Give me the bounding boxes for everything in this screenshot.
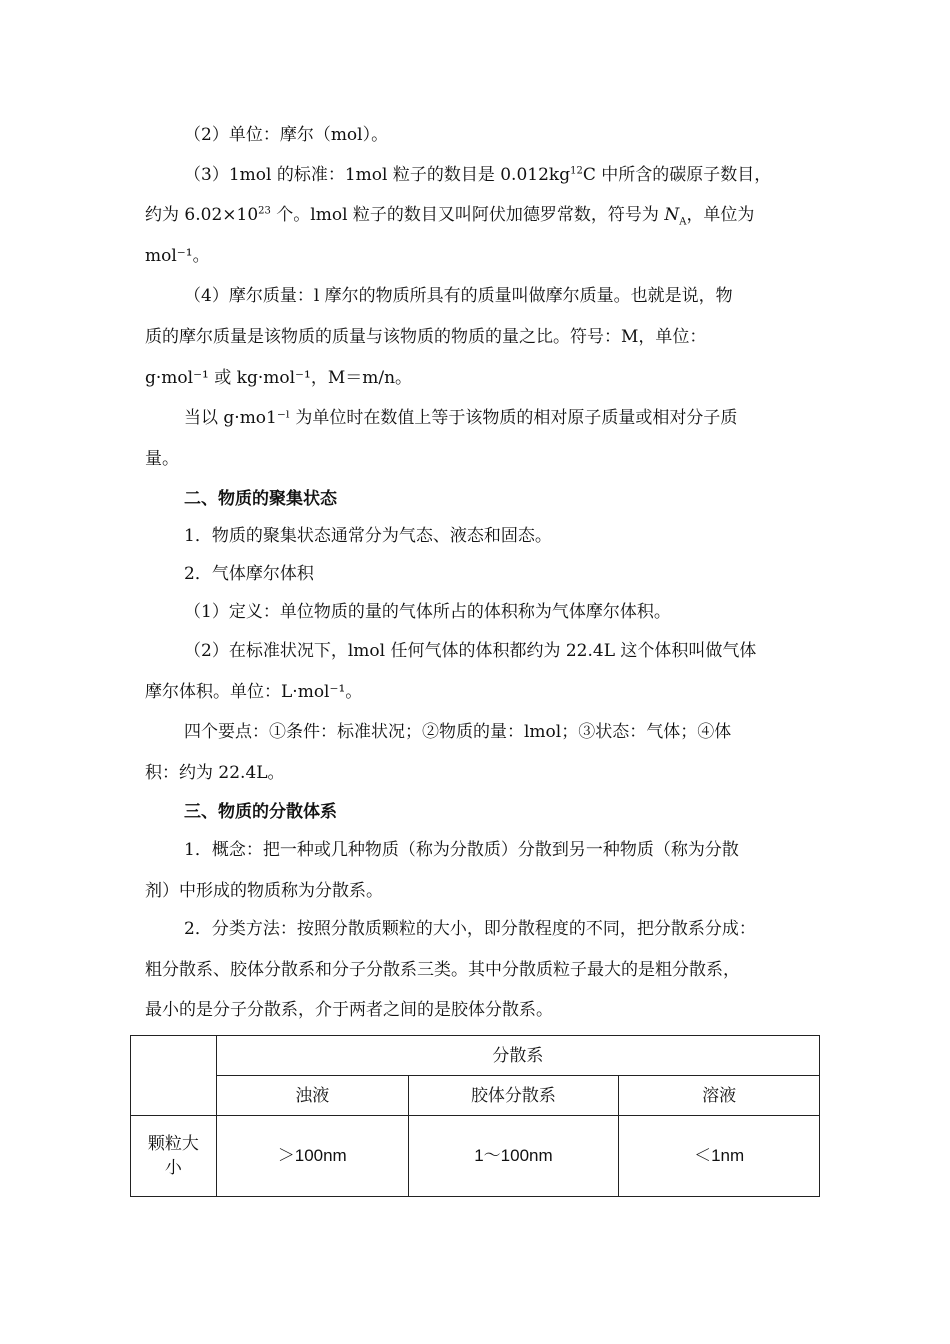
table-group-header: 分散系 (216, 1036, 819, 1076)
text-run: 约为 6.02×10 (145, 205, 259, 225)
text-run: 个。lmol 粒子的数目又叫阿伏加德罗常数，符号为 (270, 205, 665, 225)
paragraph-classification-1: 2．分类方法：按照分散质颗粒的大小，即分散程度的不同，把分散系分成： (184, 919, 756, 939)
row-label-line2: 小 (164, 1158, 182, 1178)
cell-colloid-size: 1～100nm (408, 1116, 619, 1197)
paragraph-molar-mass-2: 质的摩尔质量是该物质的质量与该物质的物质的量之比。符号：M，单位： (145, 327, 707, 347)
paragraph-four-points-1: 四个要点：①条件：标准状况；②物质的量：lmol；③状态：气体；④体 (184, 722, 732, 742)
paragraph-molar-mass-3: g·mol⁻¹ 或 kg·mol⁻¹，M＝m/n。 (145, 368, 413, 388)
table-subheader-row (131, 1076, 820, 1116)
text-run: （3）1mol 的标准：1mol 粒子的数目是 0.012kg (184, 165, 571, 185)
paragraph-concept-1: 1．概念：把一种或几种物质（称为分散质）分散到另一种物质（称为分散 (184, 840, 739, 860)
cell-suspension-size: ＞100nm (216, 1116, 408, 1197)
table-header-row (131, 1036, 820, 1076)
superscript-12: 12 (570, 165, 583, 177)
paragraph-gas-molar-volume: 2．气体摩尔体积 (184, 564, 314, 584)
subscript-a: A (679, 216, 687, 228)
text-run: C 中所含的碳原子数目， (582, 165, 772, 185)
column-header-suspension: 浊液 (216, 1076, 408, 1116)
paragraph-definition: （1）定义：单位物质的量的气体所占的体积称为气体摩尔体积。 (184, 602, 671, 622)
cell-solution-size: ＜1nm (619, 1116, 820, 1197)
paragraph-numeric-equality-1: 当以 g·mo1⁻ˡ 为单位时在数值上等于该物质的相对原子质量或相对分子质 (184, 408, 738, 428)
symbol-n: N (664, 205, 680, 225)
section-heading-aggregation: 二、物质的聚集状态 (184, 489, 337, 509)
superscript-23: 23 (258, 205, 271, 217)
paragraph-classification-3: 最小的是分子分散系，介于两者之间的是胶体分散系。 (145, 1000, 553, 1020)
paragraph-numeric-equality-2: 量。 (145, 449, 179, 469)
column-header-solution: 溶液 (619, 1076, 820, 1116)
column-header-colloid: 胶体分散系 (408, 1076, 619, 1116)
section-heading-dispersion: 三、物质的分散体系 (184, 802, 337, 822)
paragraph-concept-2: 剂）中形成的物质称为分散系。 (145, 881, 383, 901)
text-run: ，单位为 (686, 205, 755, 225)
row-label-line1: 颗粒大 (147, 1134, 199, 1154)
paragraph-states: 1．物质的聚集状态通常分为气态、液态和固态。 (184, 526, 552, 546)
paragraph-standard-conditions-2: 摩尔体积。单位：L·mol⁻¹。 (145, 682, 363, 702)
paragraph-1mol-standard (184, 163, 810, 187)
paragraph-avogadro (145, 203, 810, 227)
table-corner-cell (131, 1036, 217, 1116)
dispersion-table (130, 1035, 820, 1197)
paragraph-unit-mol: mol⁻¹。 (145, 246, 210, 266)
paragraph-unit: （2）单位：摩尔（mol）。 (184, 125, 389, 145)
row-label-particle-size (131, 1116, 217, 1197)
paragraph-four-points-2: 积：约为 22.4L。 (145, 763, 285, 783)
paragraph-classification-2: 粗分散系、胶体分散系和分子分散系三类。其中分散质粒子最大的是粗分散系， (145, 960, 740, 980)
table-row (131, 1116, 820, 1197)
paragraph-molar-mass-1: （4）摩尔质量：l 摩尔的物质所具有的质量叫做摩尔质量。也就是说，物 (184, 286, 733, 306)
paragraph-standard-conditions-1: （2）在标准状况下，lmol 任何气体的体积都约为 22.4L 这个体积叫做气体 (184, 641, 757, 661)
